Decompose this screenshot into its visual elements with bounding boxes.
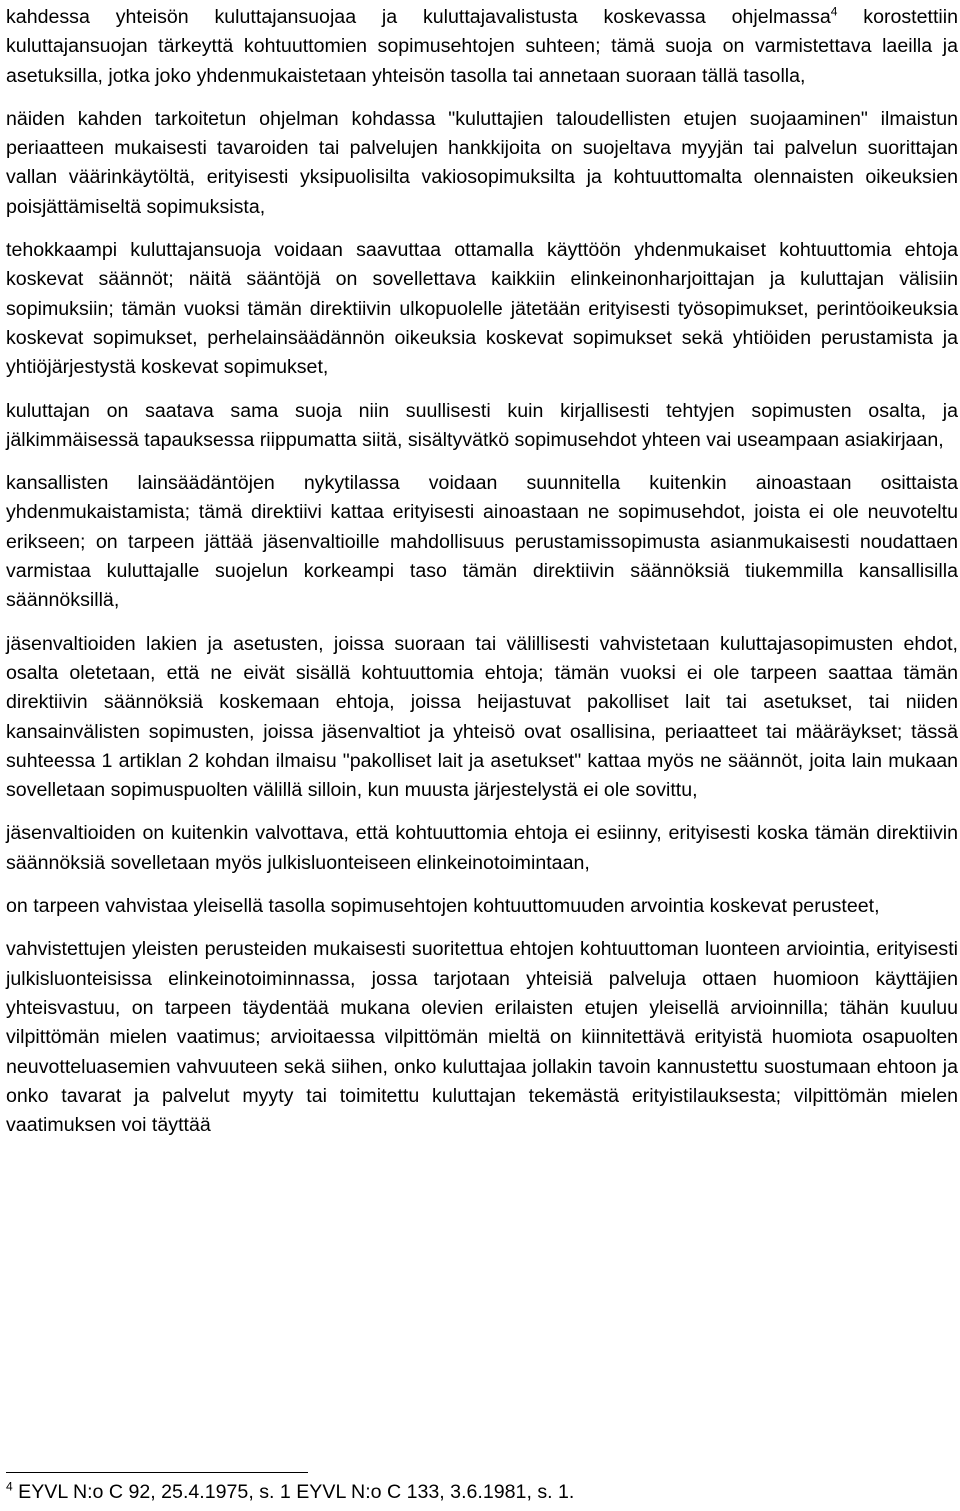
footnote-mark: 4	[6, 1479, 13, 1494]
paragraph-2: näiden kahden tarkoitetun ohjelman kohdassa "kuluttajien taloudellisten etujen suojaaminen" ilmaistun periaatteen mukaisesti tavaroiden tai palvelujen hankkijoita on suojeltava myyjän tai palvelun suorittajan vallan väärinkäytöltä, erityisesti yksipuolisilta vakiosopimuksilta ja kohtuuttomalta olennaisten oikeuksien poisjättämiseltä sopimuksista,	[6, 107, 958, 218]
paragraph-6: jäsenvaltioiden lakien ja asetusten, joissa suoraan tai välillisesti vahvistetaan kuluttajasopimusten ehdot, osalta oletetaan, että ne eivät sisällä kohtuuttomia ehtoja; tämän vuoksi ei ole tarpeen saattaa tämän direktiivin säännöksiä koskemaan ehtoja, joissa heijastuvat pakolliset lait tai asetukset, tai niiden kansainvälisten sopimusten, joissa jäsenvaltiot ja yhteisö ovat osallisina, periaatteet tai määräykset; tässä suhteessa 1 artiklan 2 kohdan ilmaisu "pakolliset lait ja asetukset" kattaa myös ne säännöt, joita lain mukaan sovelletaan sopimuspuolten välillä silloin, kun muusta järjestelystä ei ole sovittu,	[6, 632, 958, 802]
paragraph-3: tehokkaampi kuluttajansuoja voidaan saavuttaa ottamalla käyttöön yhdenmukaiset kohtuuttomia ehtoja koskevat säännöt; näitä sääntöjä on sovellettava kaikkiin elinkeinonharjoittajan ja kuluttajan välisiin sopimuksiin; tämän vuoksi tämän direktiivin ulkopuolelle jätetään erityisesti työsopimukset, perintöoikeuksia koskevat sopimukset, perhelainsäädännön oikeuksia koskevat sopimukset sekä yhtiöiden perustamista ja yhtiöjärjestystä koskevat sopimukset,	[6, 239, 958, 379]
footnote	[6, 1478, 574, 1506]
paragraph-1-continuation: korostettiin kuluttajansuojan tärkeyttä kohtuuttomien sopimusehtojen suhteen; tämä suoja on varmistettava laeilla ja asetuksilla, jotka joko yhdenmukaistetaan yhteisön tasolla tai annetaan suoraan tällä tasolla,	[6, 6, 959, 87]
paragraph-4: kuluttajan on saatava sama suoja niin suullisesti kuin kirjallisesti tehtyjen sopimusten osalta, ja jälkimmäisessä tapauksessa riippumatta siitä, sisältyvätkö sopimusehdot yhteen vai useampaan asiakirjaan,	[6, 399, 958, 451]
paragraph-7: jäsenvaltioiden on kuitenkin valvottava, että kohtuuttomia ehtoja ei esiinny, erityisesti koska tämän direktiivin säännöksiä sovelletaan myös julkisluonteiseen elinkeinotoimintaan,	[6, 822, 958, 874]
paragraph-5: kansallisten lainsäädäntöjen nykytilassa voidaan suunnitella kuitenkin ainoastaan osittaista yhdenmukaistamista; tämä direktiivi kattaa erityisesti ainoastaan ne sopimusehdot, joista ei ole neuvoteltu erikseen; on tarpeen jättää jäsenvaltioille mahdollisuus perustamissopimusta asianmukaisesti noudattaen varmistaa kuluttajalle suojelun korkeampi taso tämän direktiivin säännöksiä tiukemmilla kansallisilla säännöksillä,	[6, 472, 958, 612]
document-body	[6, 3, 958, 1154]
footnote-reference[interactable]: 4	[830, 4, 838, 19]
footnote-separator	[6, 1472, 308, 1473]
paragraph-1	[6, 3, 958, 91]
paragraph-8: on tarpeen vahvistaa yleisellä tasolla sopimusehtojen kohtuuttomuuden arvointia koskevat perusteet,	[6, 895, 880, 918]
paragraph-1-text: kahdessa yhteisön kuluttajansuojaa ja kuluttajavalistusta koskevassa ohjelmassa	[6, 6, 831, 28]
footnote-text: EYVL N:o C 92, 25.4.1975, s. 1 EYVL N:o C 133, 3.6.1981, s. 1.	[12, 1481, 575, 1503]
paragraph-9: vahvistettujen yleisten perusteiden mukaisesti suoritettua ehtojen kohtuuttoman luonteen arviointia, erityisesti julkisluonteisissa elinkeinotoiminnassa, jossa tarjotaan yhteisiä palveluja ottaen huomioon käyttäjien yhteisvastuu, on tarpeen täydentää mukana olevien erilaisten etujen yleisellä arvioinnilla; tähän kuuluu vilpittömän mielen vaatimus; arvioitaessa vilpittömän mieltä on kiinnitettävä erityistä huomiota osapuolten neuvotteluasemien vahvuuteen sekä siihen, onko kuluttajaa jollakin tavoin kannustettu suostumaan ehtoon ja onko tavarat ja palvelut myyty tai toimitettu kuluttajan tekemästä erityistilauksesta; vilpittömän mielen vaatimuksen voi täyttää	[6, 938, 958, 1137]
